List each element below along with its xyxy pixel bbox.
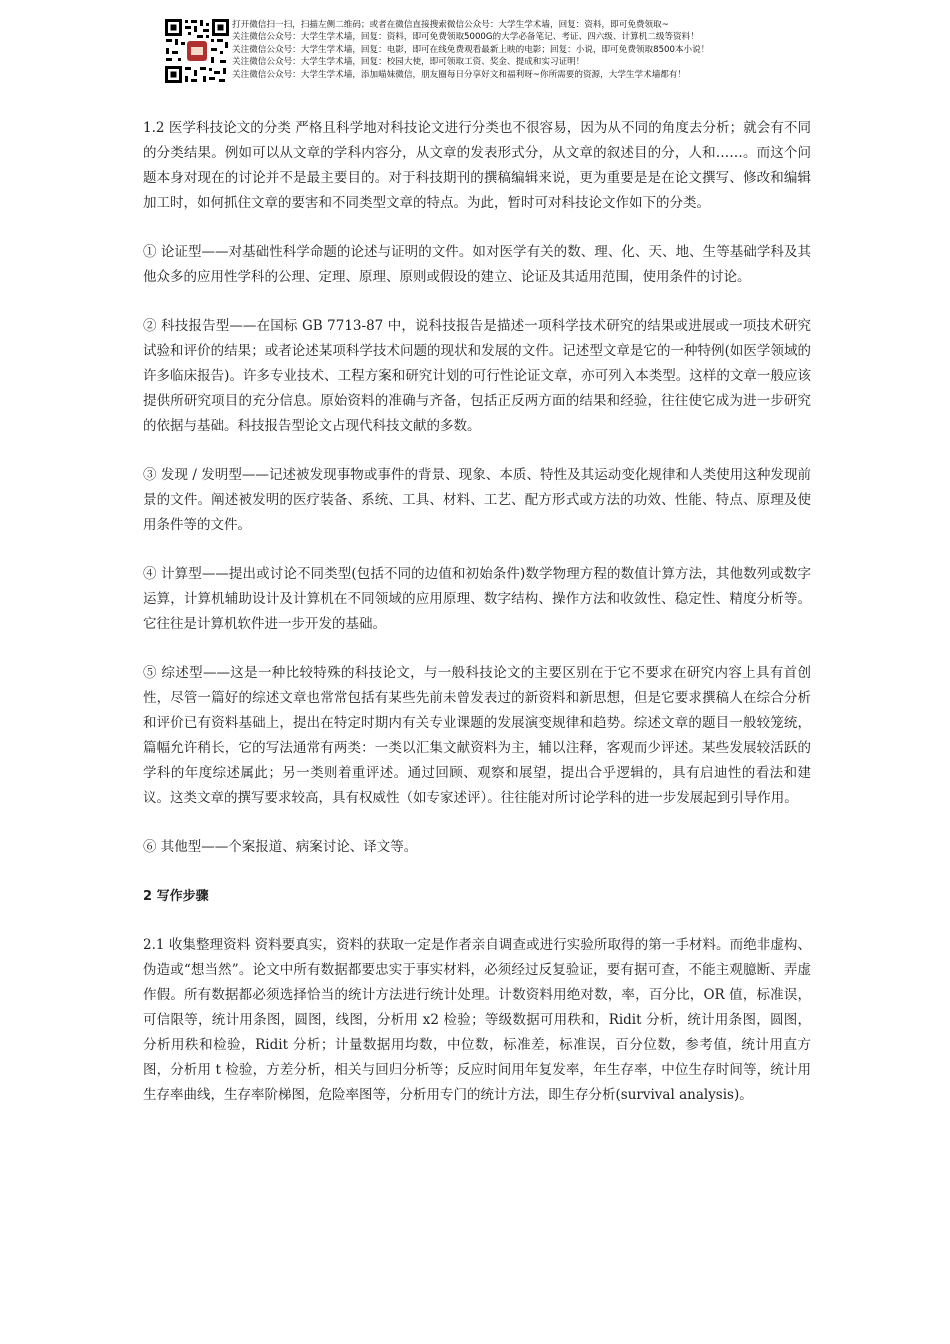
paragraph-classification: 1.2 医学科技论文的分类 严格且科学地对科技论文进行分类也不很容易，因为从不同的角度去分析；就会有不同的分类结果。例如可以从文章的学科内容分，从文章的发表形式分，从文章的叙述目的分，人和……。而这个问题本身对现在的讨论并不是最主要目的。对于科技期刊的撰稿编辑来说，更为重要是是在论文撰写、修改和编辑加工时，如何抓住文章的要害和不同类型文章的特点。为此，暂时可对科技论文作如下的分类。 <box>143 120 811 211</box>
promo-line: 关注微信公众号：大学生学术墙，添加喵妹微信，朋友圈每日分享好文和福利呀~你所需要的资源，大学生学术墙都有！ <box>232 69 687 80</box>
promo-text-block <box>232 19 709 81</box>
promo-line: 打开微信扫一扫，扫描左侧二维码；或者在微信直接搜索微信公众号：大学生学术墙，回复：资料，即可免费领取~ <box>232 20 669 30</box>
paragraph-other-type: ⑥ 其他型——个案报道、病案讨论、译文等。 <box>143 839 418 855</box>
article-body <box>143 116 811 1132</box>
section-heading: 2 写作步骤 <box>143 889 209 904</box>
paragraph-argument-type: ① 论证型——对基础性科学命题的论述与证明的文件。如对医学有关的数、理、化、天、地、生等基础学科及其他众多的应用性学科的公理、定理、原理、原则或假设的建立、论证及其适用范围，使用条件的讨论。 <box>143 244 811 285</box>
paragraph-discovery-type: ③ 发现 / 发明型——记述被发现事物或事件的背景、现象、本质、特性及其运动变化规律和人类使用这种发现前景的文件。阐述被发明的医疗装备、系统、工具、材料、工艺、配方形式或方法的功效、性能、特点、原理及使用条件等的文件。 <box>143 467 811 533</box>
promo-line: 关注微信公众号：大学生学术墙，回复：资料，即可免费领取5000G的大学必备笔记、考证、四六级、计算机二级等资料！ <box>232 32 699 43</box>
paragraph-report-type: ② 科技报告型——在国标 GB 7713-87 中，说科技报告是描述一项科学技术研究的结果或进展或一项技术研究试验和评价的结果；或者论述某项科学技术问题的现状和发展的文件。记述型文章是它的一种特例(如医学领域的许多临床报告)。许多专业技术、工程方案和研究计划的可行性论证文章，亦可列入本类型。这样的文章一般应该提供所研究项目的充分信息。原始资料的准确与齐备，包括正反两方面的结果和经验，往往使它成为进一步研究的依据与基础。科技报告型论文占现代科技文献的多数。 <box>143 318 811 434</box>
qr-code[interactable] <box>164 18 230 84</box>
paragraph-collect-data: 2.1 收集整理资料 资料要真实，资料的获取一定是作者亲自调查或进行实验所取得的第一手材料。而绝非虚构、伪造或“想当然”。论文中所有数据都要忠实于事实材料，必须经过反复验证，要有据可查，不能主观臆断、弄虚作假。所有数据都必须选择恰当的统计方法进行统计处理。计数资料用绝对数，率，百分比，OR 值，标准误，可信限等，统计用条图，圆图，线图，分析用 x2 检验；等级数据可用秩和，Ridit 分析，统计用条图，圆图，分析用秩和检验，Ridit 分析；计量数据用均数，中位数，标准差，标准误，百分位数，参考值，统计用直方图，分析用 t 检验，方差分析，相关与回归分析等；反应时间用年复发率，年生存率，中位生存时间等，统计用生存率曲线，生存率阶梯图，危险率图等，分析用专门的统计方法，即生存分析(survival analysis)。 <box>143 937 811 1103</box>
promo-header <box>164 18 784 86</box>
promo-line: 关注微信公众号：大学生学术墙，回复：校园大使，即可领取工资、奖金、提成和实习证明！ <box>232 57 585 68</box>
paragraph-review-type: ⑤ 综述型——这是一种比较特殊的科技论文，与一般科技论文的主要区别在于它不要求在研究内容上具有首创性，尽管一篇好的综述文章也常常包括有某些先前未曾发表过的新资料和新思想，但是它要求撰稿人在综合分析和评价已有资料基础上，提出在特定时期内有关专业课题的发展演变规律和趋势。综述文章的题目一般较笼统，篇幅允许稍长，它的写法通常有两类：一类以汇集文献资料为主，辅以注释，客观而少评述。某些发展较活跃的学科的年度综述属此；另一类则着重评述。通过回顾、观察和展望，提出合乎逻辑的，具有启迪性的看法和建议。这类文章的撰写要求较高，具有权威性（如专家述评）。往往能对所讨论学科的进一步发展起到引导作用。 <box>143 665 811 806</box>
paragraph-calculation-type: ④ 计算型——提出或讨论不同类型(包括不同的边值和初始条件)数学物理方程的数值计算方法，其他数列或数字运算，计算机辅助设计及计算机在不同领域的应用原理、数字结构、操作方法和收敛性、稳定性、精度分析等。它往往是计算机软件进一步开发的基础。 <box>143 566 811 632</box>
promo-line: 关注微信公众号：大学生学术墙，回复：电影，即可在线免费观看最新上映的电影；回复：小说，即可免费领取8500本小说！ <box>232 44 710 55</box>
